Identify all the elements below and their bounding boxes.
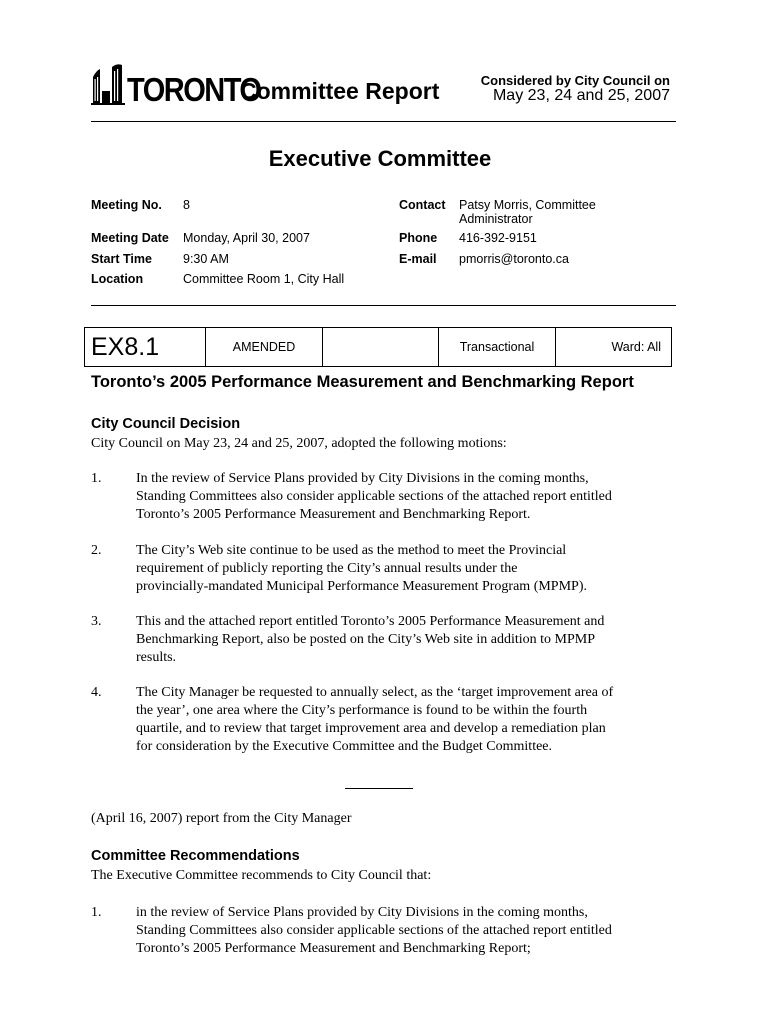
section-divider bbox=[345, 788, 413, 789]
logo-wordmark: TORONTO bbox=[127, 72, 261, 109]
report-title: Toronto’s 2005 Performance Measurement and Benchmarking Report bbox=[91, 373, 634, 391]
council-dates: May 23, 24 and 25, 2007 bbox=[492, 87, 670, 104]
location-label: Location bbox=[91, 272, 144, 286]
meeting-no-label: Meeting No. bbox=[91, 198, 162, 212]
contact-label: Contact bbox=[399, 198, 446, 212]
report-from: (April 16, 2007) report from the City Manager bbox=[91, 811, 352, 826]
recommendations-heading: Committee Recommendations bbox=[91, 848, 300, 864]
item-id: EX8.1 bbox=[85, 328, 206, 366]
item-summary-box bbox=[84, 327, 672, 367]
phone: 416-392-9151 bbox=[459, 231, 537, 245]
item-ward: Ward: All bbox=[611, 340, 661, 354]
recommendation-item: in the review of Service Plans provided by City Divisions in the coming months, Standing Committees also consider applicable sections of the attached report entitled Toronto’s 2005 Performance Measurement and Benchmarking Report; bbox=[136, 905, 612, 956]
decision-item: In the review of Service Plans provided by City Divisions in the coming months, Standing Committees also consider applicable sections of the attached report entitled Toronto’s 2005 Performance Measurement and Benchmarking Report. bbox=[136, 471, 612, 522]
decision-item-number: 1. bbox=[91, 471, 102, 486]
email-link[interactable]: pmorris@toronto.ca bbox=[459, 252, 569, 266]
decision-item: The City’s Web site continue to be used as the method to meet the Provincial requirement of publicly reporting the City’s annual results under the provincially-mandated Municipal Performance Measurement Program (MPMP). bbox=[136, 543, 587, 594]
phone-label: Phone bbox=[399, 231, 438, 245]
decision-item-number: 2. bbox=[91, 543, 102, 558]
email-label: E-mail bbox=[399, 252, 437, 266]
item-type: Transactional bbox=[439, 328, 556, 366]
recommendations-intro: The Executive Committee recommends to City Council that: bbox=[91, 868, 432, 883]
header-rule bbox=[91, 121, 676, 122]
document-type: Committee Report bbox=[240, 78, 440, 104]
decision-intro: City Council on May 23, 24 and 25, 2007, adopted the following motions: bbox=[91, 436, 507, 451]
meeting-date: Monday, April 30, 2007 bbox=[183, 231, 310, 245]
item-blank-cell bbox=[323, 328, 439, 366]
decision-item-number: 4. bbox=[91, 685, 102, 700]
start-time-label: Start Time bbox=[91, 252, 152, 266]
decision-item: The City Manager be requested to annually select, as the ‘target improvement area of the year’, one area where the City’s performance is found to be within the fourth quartile, and to review that target improvement area and develop a remediation plan for consideration by the Executive Committee and the Budget Committee. bbox=[136, 685, 614, 754]
contact-title: Administrator bbox=[459, 212, 533, 226]
location: Committee Room 1, City Hall bbox=[183, 272, 345, 286]
committee-title: Executive Committee bbox=[268, 146, 492, 171]
meeting-date-label: Meeting Date bbox=[91, 231, 169, 245]
decision-item: This and the attached report entitled Toronto’s 2005 Performance Measurement and Benchmarking Report, also be posted on the City’s Web site in addition to MPMP results. bbox=[136, 614, 605, 665]
considered-label: Considered by City Council on bbox=[480, 73, 670, 88]
info-rule bbox=[91, 305, 676, 306]
decision-item-number: 3. bbox=[91, 614, 102, 629]
decision-heading: City Council Decision bbox=[91, 416, 241, 432]
contact-name: Patsy Morris, Committee bbox=[459, 198, 596, 212]
start-time: 9:30 AM bbox=[183, 252, 229, 266]
item-status: AMENDED bbox=[206, 328, 323, 366]
meeting-no: 8 bbox=[183, 198, 190, 212]
recommendation-item-number: 1. bbox=[91, 905, 102, 920]
